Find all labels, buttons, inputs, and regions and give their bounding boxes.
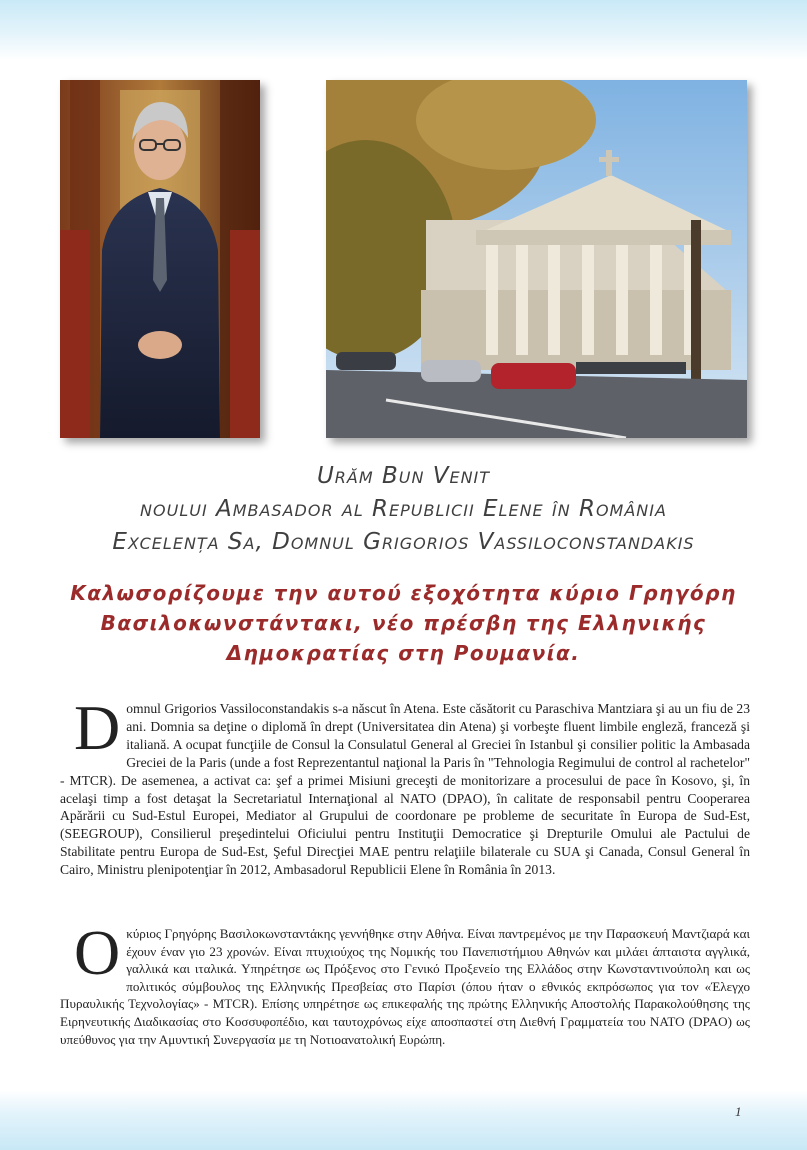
greek-heading-line-1: Καλωσορίζουμε την αυτού εξοχότητα κύριο Γρηγόρη [70, 581, 737, 605]
romanian-dropcap: D [74, 692, 121, 763]
greek-heading-line-2: Βασιλοκωνστάντακι, νέο πρέσβη της Ελληνικής [100, 611, 707, 635]
top-decor-band [0, 0, 807, 60]
romanian-biography-paragraph [60, 692, 750, 879]
greek-biography-text: κύριος Γρηγόρης Βασιλοκωνσταντάκης γεννήθηκε στην Αθήνα. Είναι παντρεμένος με την Παρασκευή Μαντζιαρά και έχουν έναν γιο 23 χρονών. Είναι πτυχιούχος της Νομικής του Πανεπιστήμιου Αθηνών και μιλάει άπταιστα αγγλικά, γαλλικά και ιταλικά. Υπηρέτησε ως Πρόξενος στο Γενικό Προξενείο της Ελλάδος στην Κωνσταντινούπολη και ως πολιτικός σύμβουλος της Ελληνικής Πρεσβείας στο Παρίσι (όπου ήταν ο εθνικός εκπρόσωπος για τον «Έλεγχο Πυραυλικής Τεχνολογίας» - MTCR). Επίσης υπηρέτησε ως επικεφαλής της πρώτης Ελληνικής Αποστολής Παρακολούθησης της Ειρηνευτικής Διαδικασίας στο Κοσσυφοπέδιο, και ταυτοχρόνως είχε αποσπαστεί στη Διεθνή Γραμματεία του ΝΑΤΟ (DPAO) ως υπεύθυνος για την Αμυντική Συνεργασία με τη Νοτιοανατολική Ευρώπη. [60, 926, 750, 1047]
romanian-biography-text: omnul Grigorios Vassiloconstandakis s-a născut în Atena. Este căsătorit cu Paraschiva Mantziara şi au un fiu de 23 ani. Domnia sa deţine o diplomă în drept (Universitatea din Atena) şi vorbeşte fluent limbile engleză, franceză şi italiană. A ocupat funcţiile de Consul la Consulatul General al Greciei în Istanbul şi consilier politic la Ambasada Greciei de la Paris (unde a fost Reprezentantul naţional la Paris în "Tehnologia Regimului de control al rachetelor" - MTCR). De asemenea, a activat ca: şef a primei Misiuni greceşti de monitorizare a procesului de pace în Kosovo, şi, în acelaşi timp a fost detaşat la Secretariatul Internaţional al NATO (DPAO), în calitate de responsabil pentru Cooperarea Apărării cu Sud-Estul Europei, Mediator al Grupului de coordonare pe probleme de securitate în Europa de Sud-Est, (SEEGROUP), Consilierul preşedintelui Oficiului pentru Instituţii Democratice şi Drepturile Omului ale Pactului de Stabilitate pentru Europa de Sud-Est, Şeful Direcţiei MAE pentru relaţiile bilaterale cu SUA şi Canada, Consul General în Cairo, Ministru plenipotenţiar în 2012, Ambasadorul Republicii Elene în România în 2013. [60, 701, 750, 878]
welcome-heading [20, 460, 787, 559]
greek-biography-paragraph [60, 917, 750, 1048]
welcome-heading-line-3: Excelența Sa, Domnul Grigorios Vassiloconstandakis [112, 529, 695, 555]
church-building-photo [326, 80, 747, 438]
welcome-heading-line-2: noului Ambasador al Republicii Elene în România [140, 496, 667, 522]
page-number: 1 [735, 1104, 742, 1119]
greek-welcome-heading [30, 578, 777, 668]
bottom-decor-band [0, 1090, 807, 1150]
greek-dropcap: Ο [74, 917, 121, 988]
welcome-heading-line-1: Urăm Bun Venit [316, 463, 491, 489]
ambassador-portrait-photo [60, 80, 260, 438]
greek-heading-line-3: Δημοκρατίας στη Ρουμανία. [226, 641, 581, 665]
